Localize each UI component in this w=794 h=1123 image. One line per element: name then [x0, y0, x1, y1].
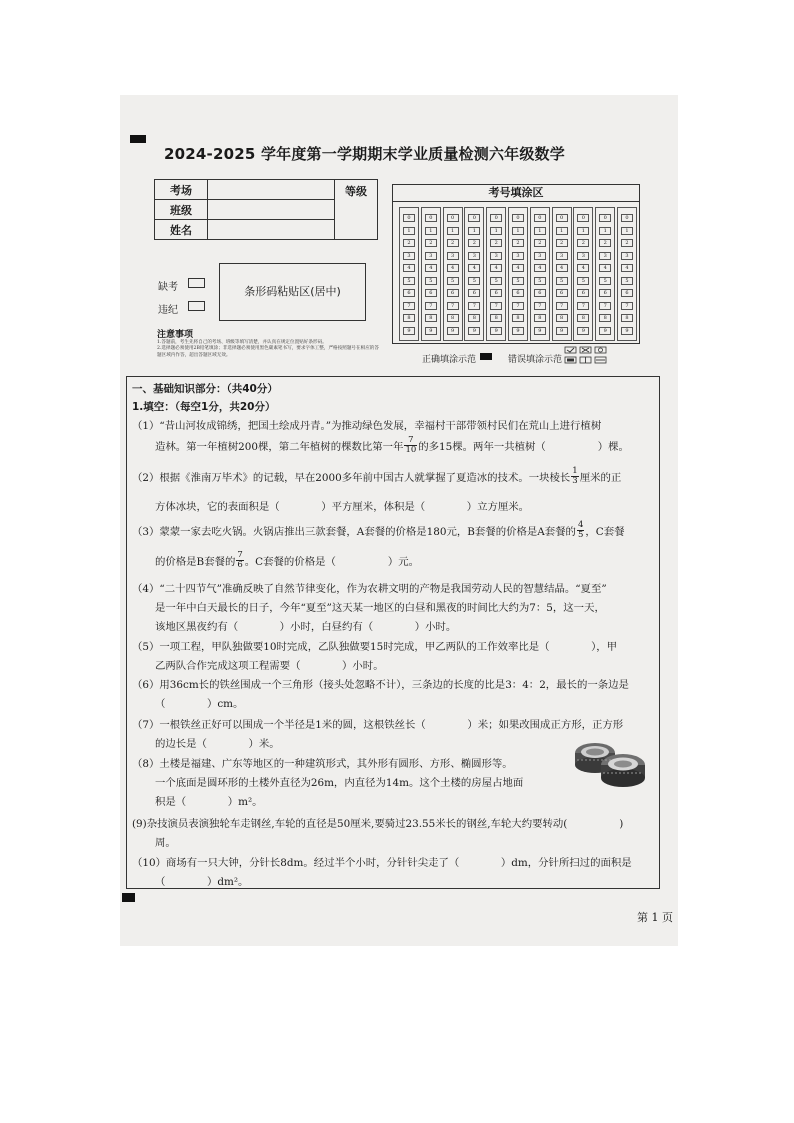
- violation-label: 违纪: [158, 305, 178, 316]
- exam-number-column: [617, 207, 637, 341]
- question-2-line-2: 方体冰块，它的表面积是（ ）平方厘米，体积是（ ）立方厘米。: [155, 501, 530, 513]
- violation-checkbox[interactable]: [188, 301, 205, 311]
- exam-number-bubble[interactable]: 4: [425, 264, 437, 272]
- exam-number-bubble[interactable]: 5: [425, 277, 437, 285]
- exam-number-bubble[interactable]: 6: [556, 289, 568, 297]
- exam-number-bubble[interactable]: 1: [468, 227, 480, 235]
- exam-number-bubble[interactable]: 1: [599, 227, 611, 235]
- exam-number-bubble[interactable]: 2: [577, 239, 589, 247]
- exam-number-bubble[interactable]: 1: [403, 227, 415, 235]
- registration-mark-top: [130, 135, 146, 143]
- correct-fill-sample: [480, 353, 492, 360]
- section-title: 一、基础知识部分：（共40分）: [132, 383, 278, 395]
- barcode-area: 条形码粘贴区(居中): [219, 263, 366, 321]
- exam-number-bubble[interactable]: 4: [534, 264, 546, 272]
- exam-number-column: [573, 207, 593, 341]
- exam-number-bubble[interactable]: 9: [577, 327, 589, 335]
- exam-number-column: [508, 207, 528, 341]
- question-1-line-2: 造林。第一年植树200棵，第二年植树的棵数比第一年 $\frac{7}{10}$ 的多15棵。两年一共植树（ ）棵。: [155, 434, 629, 455]
- exam-number-bubble[interactable]: 8: [403, 314, 415, 322]
- exam-number-bubble[interactable]: 8: [468, 314, 480, 322]
- exam-number-bubble[interactable]: 7: [490, 302, 502, 310]
- exam-number-bubble[interactable]: 4: [468, 264, 480, 272]
- exam-number-title: 考号填涂区: [393, 185, 639, 202]
- exam-number-bubble[interactable]: 5: [468, 277, 480, 285]
- question-6-line-1: （6）用36cm长的铁丝围成一个三角形（接头处忽略不计），三条边的长度的比是3：4：2，最长的一条边是: [132, 679, 629, 691]
- exam-number-bubble[interactable]: 6: [621, 289, 633, 297]
- exam-number-bubble[interactable]: 5: [599, 277, 611, 285]
- fraction-7-6: $\frac{7}{6}$: [237, 549, 243, 570]
- exam-number-bubble[interactable]: 0: [447, 214, 459, 222]
- question-4-line-3: 该地区黑夜约有（ ）小时，白昼约有（ ）小时。: [155, 621, 457, 633]
- exam-number-bubble[interactable]: 6: [403, 289, 415, 297]
- exam-number-bubble[interactable]: 2: [425, 239, 437, 247]
- exam-number-bubble[interactable]: 3: [534, 252, 546, 260]
- question-7-line-2: 的边长是（ ）米。: [155, 738, 280, 750]
- exam-number-column: [421, 207, 441, 341]
- exam-number-bubble[interactable]: 2: [512, 239, 524, 247]
- exam-number-bubble[interactable]: 5: [556, 277, 568, 285]
- question-2-line-1: （2）根据《淮南万毕术》的记载，早在2000多年前中国古人就掌握了夏造冰的技术。一块棱长 $\frac{1}{3}$ 厘米的正: [132, 465, 622, 486]
- notes-title: 注意事项: [157, 330, 194, 340]
- exam-number-bubble[interactable]: 4: [599, 264, 611, 272]
- name-label: 姓名: [155, 220, 208, 240]
- registration-mark-bottom: [122, 893, 135, 902]
- exam-number-bubble[interactable]: 7: [556, 302, 568, 310]
- question-8-line-1: （8）土楼是福建、广东等地区的一种建筑形式，其外形有圆形、方形、椭圆形等。: [132, 758, 513, 770]
- exam-number-bubble[interactable]: 0: [577, 214, 589, 222]
- exam-number-bubble[interactable]: 9: [468, 327, 480, 335]
- question-10-line-2: （ ）dm²。: [155, 876, 249, 888]
- exam-number-bubble[interactable]: 7: [621, 302, 633, 310]
- absent-label: 缺考: [158, 282, 178, 293]
- exam-number-bubble[interactable]: 7: [512, 302, 524, 310]
- exam-number-bubble[interactable]: 8: [599, 314, 611, 322]
- exam-number-bubble[interactable]: 5: [512, 277, 524, 285]
- exam-number-bubble[interactable]: 6: [447, 289, 459, 297]
- class-field[interactable]: [208, 200, 335, 220]
- exam-number-bubble[interactable]: 4: [490, 264, 502, 272]
- exam-number-bubble[interactable]: 8: [621, 314, 633, 322]
- exam-number-bubble[interactable]: 1: [490, 227, 502, 235]
- exam-number-bubble[interactable]: 2: [403, 239, 415, 247]
- exam-number-bubble[interactable]: 3: [577, 252, 589, 260]
- exam-number-bubble[interactable]: 7: [468, 302, 480, 310]
- page-number: 第 1 页: [637, 911, 673, 924]
- grade-level-label: 等级: [335, 180, 378, 240]
- notes-item-2: 2.选择题必须使用2B铅笔填涂；非选择题必须使用黑色碳素笔书写，要求字体工整，严格按照题号在相应的答题区域内作答，超出答题区域无效。: [157, 346, 379, 358]
- question-9-line-1: (9)杂技演员表演独轮车走钢丝,车轮的直径是50厘米,要骑过23.55米长的钢丝,车轮大约要转动( ): [132, 818, 624, 830]
- exam-number-bubble[interactable]: 5: [447, 277, 459, 285]
- question-5-line-2: 乙两队合作完成这项工程需要（ ）小时。: [155, 660, 384, 672]
- exam-number-bubble[interactable]: 7: [577, 302, 589, 310]
- exam-number-bubble[interactable]: 8: [512, 314, 524, 322]
- exam-number-bubble[interactable]: 1: [447, 227, 459, 235]
- exam-number-bubble[interactable]: 3: [425, 252, 437, 260]
- tulou-illustration: [571, 729, 651, 791]
- exam-number-bubble[interactable]: 4: [512, 264, 524, 272]
- exam-number-bubble[interactable]: 8: [534, 314, 546, 322]
- exam-number-bubble[interactable]: 5: [534, 277, 546, 285]
- exam-room-label: 考场: [155, 180, 208, 200]
- exam-number-bubble[interactable]: 3: [447, 252, 459, 260]
- subsection-fill-blank: 1.填空：（每空1分，共20分）: [132, 401, 276, 413]
- question-7-line-1: （7）一根铁丝正好可以围成一个半径是1米的圆，这根铁丝长（ ）米；如果改围成正方形，正方形: [132, 719, 624, 731]
- exam-number-bubble[interactable]: 1: [534, 227, 546, 235]
- question-5-line-1: （5）一项工程，甲队独做要10时完成，乙队独做要15时完成，甲乙两队的工作效率比是（ ），甲: [132, 641, 618, 653]
- exam-number-bubble[interactable]: 0: [512, 214, 524, 222]
- exam-number-bubble[interactable]: 2: [534, 239, 546, 247]
- exam-number-bubble[interactable]: 3: [512, 252, 524, 260]
- exam-room-field[interactable]: [208, 180, 335, 200]
- exam-number-bubble[interactable]: 7: [447, 302, 459, 310]
- question-10-line-1: （10）商场有一只大钟，分针长8dm。经过半个小时，分针针尖走了（ ）dm，分针所扫过的面积是: [132, 857, 632, 869]
- question-9-line-2: 周。: [155, 837, 176, 849]
- exam-number-bubble[interactable]: 0: [534, 214, 546, 222]
- class-label: 班级: [155, 200, 208, 220]
- exam-number-bubble[interactable]: 7: [599, 302, 611, 310]
- exam-number-bubble[interactable]: 3: [490, 252, 502, 260]
- exam-number-bubble[interactable]: 1: [556, 227, 568, 235]
- exam-number-bubble[interactable]: 9: [425, 327, 437, 335]
- exam-number-bubble[interactable]: 0: [599, 214, 611, 222]
- exam-number-bubble[interactable]: 6: [468, 289, 480, 297]
- absent-checkbox[interactable]: [188, 278, 205, 288]
- exam-number-bubble[interactable]: 0: [621, 214, 633, 222]
- question-4-line-2: 是一年中白天最长的日子，今年“夏至”这天某一地区的白昼和黑夜的时间比大约为7：5，这一天，: [155, 602, 605, 614]
- exam-number-bubble[interactable]: 6: [599, 289, 611, 297]
- exam-number-bubble[interactable]: 2: [599, 239, 611, 247]
- exam-sheet: [120, 95, 678, 946]
- exam-number-bubble[interactable]: 0: [468, 214, 480, 222]
- exam-number-bubble[interactable]: 3: [556, 252, 568, 260]
- question-4-line-1: （4）“二十四节气”准确反映了自然节律变化，作为农耕文明的产物是我国劳动人民的智慧结晶。“夏至”: [132, 583, 607, 595]
- correct-fill-label: 正确填涂示范: [422, 355, 477, 365]
- exam-number-bubble[interactable]: 4: [403, 264, 415, 272]
- question-6-line-2: （ ）cm。: [155, 698, 244, 710]
- exam-number-bubble[interactable]: 1: [621, 227, 633, 235]
- exam-number-bubble[interactable]: 0: [403, 214, 415, 222]
- exam-number-bubble[interactable]: 5: [621, 277, 633, 285]
- exam-number-bubble[interactable]: 8: [490, 314, 502, 322]
- exam-number-bubble[interactable]: 4: [556, 264, 568, 272]
- exam-number-column: [486, 207, 506, 341]
- exam-number-column: [595, 207, 615, 341]
- exam-number-bubble[interactable]: 8: [577, 314, 589, 322]
- exam-number-bubble[interactable]: 9: [534, 327, 546, 335]
- exam-number-bubble[interactable]: 8: [425, 314, 437, 322]
- exam-number-column: [443, 207, 463, 341]
- exam-number-bubble[interactable]: 2: [468, 239, 480, 247]
- exam-number-column: [399, 207, 419, 341]
- fraction-7-10: $\frac{7}{10}$: [405, 434, 417, 455]
- exam-number-bubble[interactable]: 1: [512, 227, 524, 235]
- exam-number-bubble[interactable]: 9: [599, 327, 611, 335]
- exam-number-bubble[interactable]: 0: [425, 214, 437, 222]
- exam-number-bubble[interactable]: 8: [447, 314, 459, 322]
- exam-number-bubble[interactable]: 4: [621, 264, 633, 272]
- exam-number-bubble[interactable]: 1: [577, 227, 589, 235]
- exam-number-bubble[interactable]: 5: [490, 277, 502, 285]
- exam-number-bubble[interactable]: 8: [556, 314, 568, 322]
- exam-number-bubble[interactable]: 9: [447, 327, 459, 335]
- exam-number-bubble[interactable]: 9: [403, 327, 415, 335]
- question-8-line-3: 积是（ ）m²。: [155, 796, 263, 808]
- page-title: 2024-2025 学年度第一学期期末学业质量检测六年级数学: [164, 145, 565, 163]
- exam-number-grid: [392, 184, 640, 344]
- exam-number-bubble[interactable]: 6: [490, 289, 502, 297]
- exam-number-column: [552, 207, 572, 341]
- exam-number-bubble[interactable]: 9: [490, 327, 502, 335]
- notes-item-1: 1.答题前，考生先将自己的考场、班级等填写清楚，并认真在规定位置贴好条形码。: [157, 340, 327, 345]
- question-1-line-1: （1）“昔山河妆成锦绣，把国土绘成丹青。”为推动绿色发展，幸福村干部带领村民们在荒山上进行植树: [132, 420, 602, 432]
- exam-number-bubble[interactable]: 6: [425, 289, 437, 297]
- exam-number-bubble[interactable]: 6: [534, 289, 546, 297]
- exam-number-bubble[interactable]: 3: [403, 252, 415, 260]
- exam-number-bubble[interactable]: 1: [425, 227, 437, 235]
- fraction-4-5: $\frac{4}{5}$: [577, 519, 584, 540]
- exam-number-bubble[interactable]: 4: [447, 264, 459, 272]
- exam-number-bubble[interactable]: 7: [403, 302, 415, 310]
- exam-number-bubble[interactable]: 3: [468, 252, 480, 260]
- wrong-fill-label: 错误填涂示范: [508, 355, 563, 365]
- exam-number-bubble[interactable]: 0: [490, 214, 502, 222]
- exam-number-bubble[interactable]: 6: [512, 289, 524, 297]
- exam-number-bubble[interactable]: 2: [490, 239, 502, 247]
- notes-text: [157, 340, 379, 359]
- exam-number-bubble[interactable]: 3: [621, 252, 633, 260]
- question-3-line-2: 的价格是B套餐的 $\frac{7}{6}$ 。C套餐的价格是（ ）元。: [155, 549, 419, 570]
- exam-number-bubble[interactable]: 7: [534, 302, 546, 310]
- exam-number-bubble[interactable]: 5: [403, 277, 415, 285]
- wrong-fill-samples: [564, 346, 610, 366]
- fraction-1-3: $\frac{1}{3}$: [572, 465, 578, 486]
- exam-number-bubble[interactable]: 9: [512, 327, 524, 335]
- name-field[interactable]: [208, 220, 335, 240]
- exam-number-bubble[interactable]: 0: [556, 214, 568, 222]
- exam-number-bubble[interactable]: 3: [599, 252, 611, 260]
- exam-number-bubble[interactable]: 5: [577, 277, 589, 285]
- exam-number-column: [530, 207, 550, 341]
- question-8-line-2: 一个底面是圆环形的土楼外直径为26m，内直径为14m。这个土楼的房屋占地面: [155, 777, 524, 789]
- exam-number-bubble[interactable]: 2: [621, 239, 633, 247]
- student-info-table: [154, 179, 378, 240]
- exam-number-bubble[interactable]: 9: [556, 327, 568, 335]
- exam-number-column: [464, 207, 484, 341]
- exam-number-bubble[interactable]: 4: [577, 264, 589, 272]
- section-basic-knowledge: [126, 376, 660, 889]
- question-3-line-1: （3）蒙蒙一家去吃火锅。火锅店推出三款套餐，A套餐的价格是180元，B套餐的价格是A套餐的 $\frac{4}{5}$ ，C套餐: [132, 519, 625, 540]
- exam-number-bubble[interactable]: 9: [621, 327, 633, 335]
- exam-number-bubble[interactable]: 2: [447, 239, 459, 247]
- exam-number-bubble[interactable]: 2: [556, 239, 568, 247]
- exam-number-bubble[interactable]: 7: [425, 302, 437, 310]
- exam-number-bubble[interactable]: 6: [577, 289, 589, 297]
